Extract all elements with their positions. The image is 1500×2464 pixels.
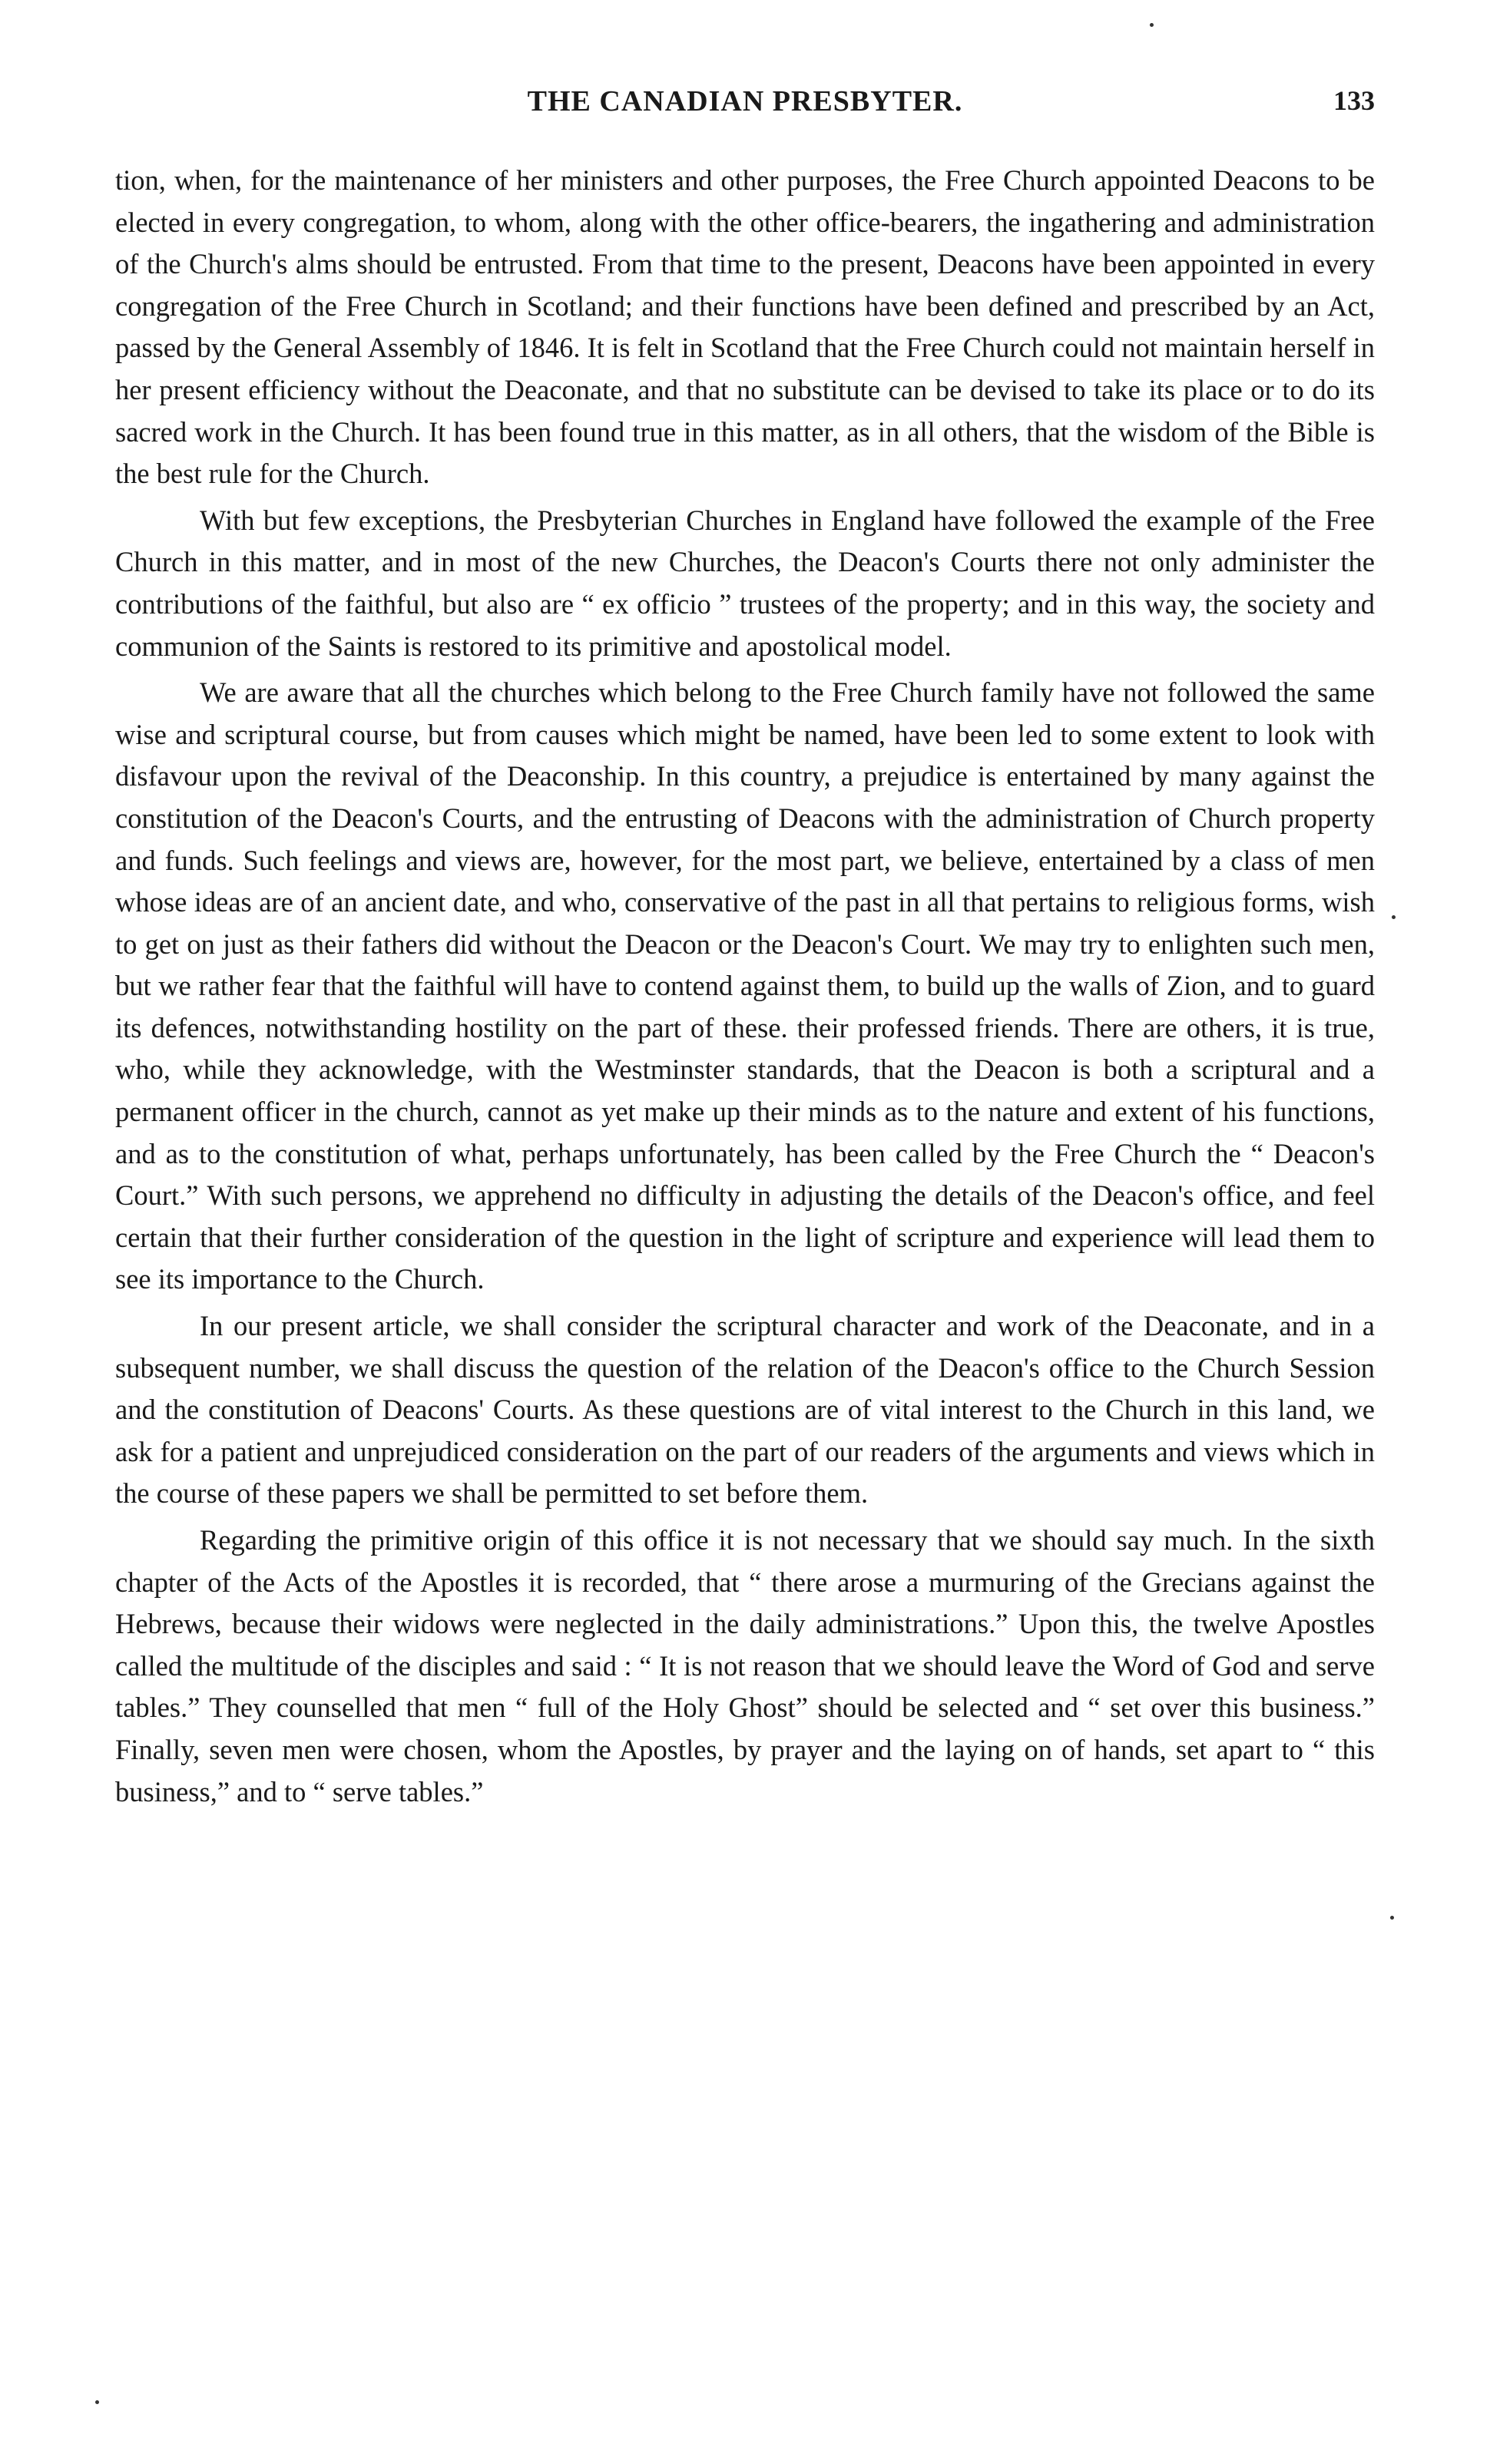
paragraph-1: tion, when, for the maintenance of her ministers and other purposes, the Free Church appointed Deacons to be elected in every congregation, to whom, along with the other office-bearers, the ingathering and administration of the Church's alms should be entrusted. From that time to the present, Deacons have been appointed in every congregation of the Free Church in Scotland; and their functions have been defined and prescribed by an Act, passed by the General Assembly of 1846. It is felt in Scotland that the Free Church could not maintain herself in her present efficiency without the Deaconate, and that no substitute can be devised to take its place or to do its sacred work in the Church. It has been found true in this matter, as in all others, that the wisdom of the Bible is the best rule for the Church. (115, 164, 1375, 490)
paragraph-4: In our present article, we shall consider the scriptural character and work of the Deaconate, and in a subsequent number, we shall discuss the question of the relation of the Deacon's office to the Church Session and the constitution of Deacons' Courts. As these questions are of vital interest to the Church in this land, we ask for a patient and unprejudiced consideration on the part of our readers of the arguments and views which in the course of these papers we shall be permitted to set before them. (115, 1310, 1375, 1510)
print-speck (1150, 23, 1154, 27)
document-page (115, 84, 1375, 1817)
paragraph-3: We are aware that all the churches which belong to the Free Church family have not followed the same wise and scriptural course, but from causes which might be named, have been led to some extent to look with disfavour upon the revival of the Deaconship. In this country, a prejudice is entertained by many against the constitution of the Deacon's Courts, and the entrusting of Deacons with the administration of Church property and funds. Such feelings and views are, however, for the most part, we believe, entertained by a class of men whose ideas are of an ancient date, and who, conservative of the past in all that pertains to religious forms, wish to get on just as their fathers did without the Deacon or the Deacon's Court. We may try to enlighten such men, but we rather fear that the faithful will have to contend against them, to build up the walls of Zion, and to guard its defences, notwithstanding hostility on the part of these. their professed friends. There are others, it is true, who, while they acknowledge, with the Westminster standards, that the Deacon is both a scriptural and a permanent officer in the church, cannot as yet make up their minds as to the nature and extent of his functions, and as to the constitution of what, perhaps unfortunately, has been called by the Free Church the “ Deacon's Court.” With such persons, we apprehend no difficulty in adjusting the details of the Deacon's office, and feel certain that their further consideration of the question in the light of scripture and experience will lead them to see its importance to the Church. (115, 676, 1375, 1295)
page-number: 133 (1333, 85, 1375, 116)
running-header (115, 84, 1375, 131)
print-speck (1390, 1916, 1394, 1920)
running-title: THE CANADIAN PRESBYTER. (527, 85, 963, 117)
article-body (115, 160, 1375, 1813)
paragraph-5: Regarding the primitive origin of this office it is not necessary that we should say much. In the sixth chapter of the Acts of the Apostles it is recorded, that “ there arose a murmuring of the Grecians against the Hebrews, because their widows were neglected in the daily administrations.” Upon this, the twelve Apostles called the multitude of the disciples and said : “ It is not reason that we should leave the Word of God and serve tables.” They counselled that men “ full of the Holy Ghost” should be selected and “ set over this business.” Finally, seven men were chosen, whom the Apostles, by prayer and the laying on of hands, set apart to “ this business,” and to “ serve tables.” (115, 1524, 1375, 1807)
print-speck (95, 2400, 99, 2404)
paragraph-2: With but few exceptions, the Presbyterian Churches in England have followed the example of the Free Church in this matter, and in most of the new Churches, the Deacon's Courts there not only administer the contributions of the faithful, but also are “ ex officio ” trustees of the property; and in this way, the society and communion of the Saints is restored to its primitive and apostolical model. (115, 504, 1375, 662)
print-speck (1392, 915, 1396, 919)
